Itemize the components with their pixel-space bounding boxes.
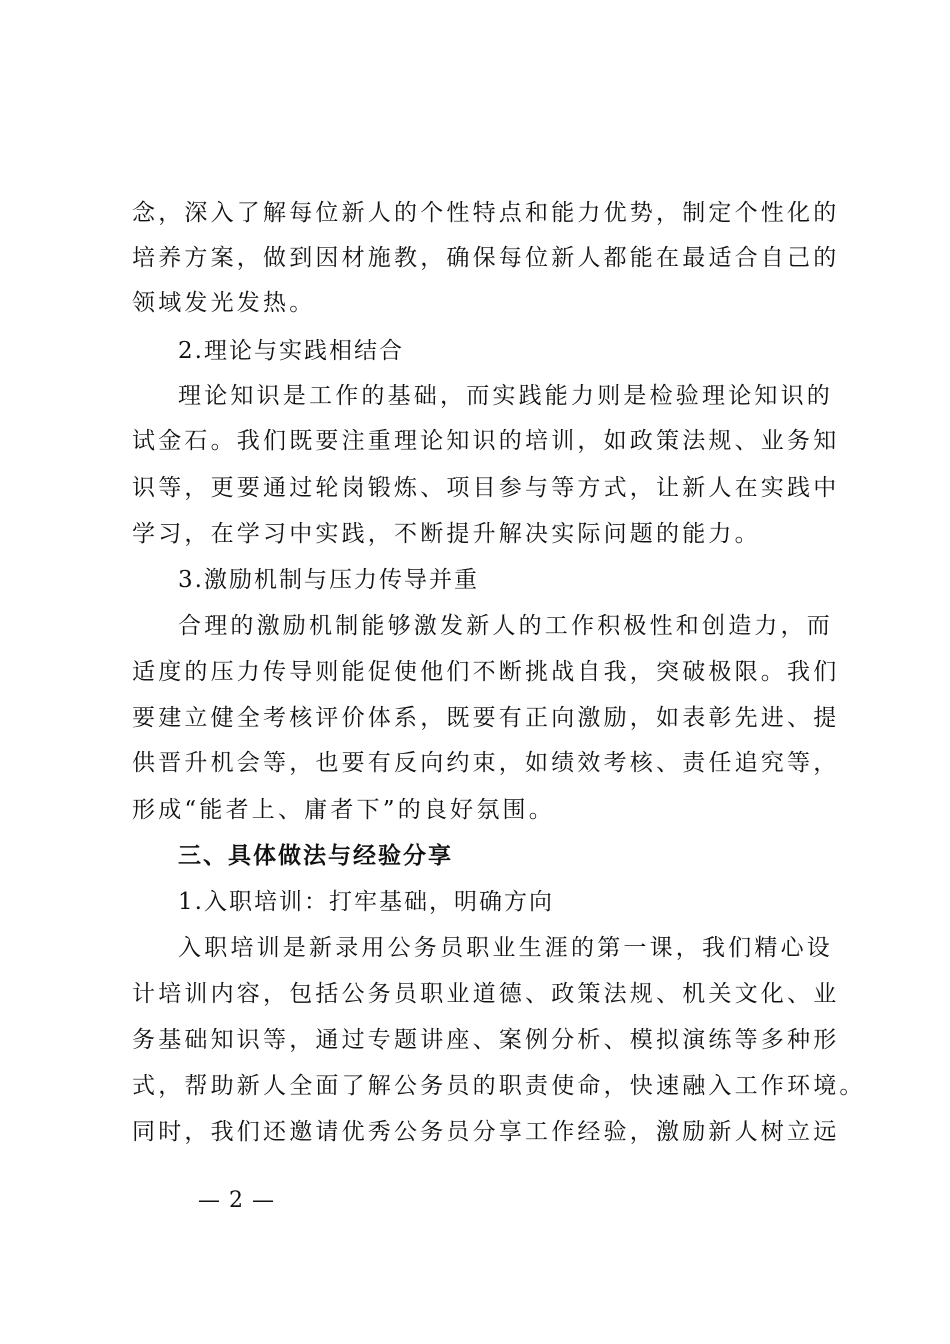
page-number: — 2 —	[198, 1188, 275, 1213]
body-text-line: 学习，在学习中实践，不断提升解决实际问题的能力。	[132, 521, 761, 547]
body-text-line: 同时，我们还邀请优秀公务员分享工作经验，激励新人树立远	[132, 1119, 840, 1145]
body-text-line: 务基础知识等，通过专题讲座、案例分析、模拟演练等多种形	[132, 1027, 840, 1053]
subheading-onboarding-training: 1.入职培训：打牢基础，明确方向	[178, 889, 554, 915]
subheading-theory-practice: 2.理论与实践相结合	[178, 338, 404, 364]
body-text-line: 形成“能者上、庸者下”的良好氛围。	[132, 797, 555, 823]
body-text-line: 式，帮助新人全面了解公务员的职责使命，快速融入工作环境。	[132, 1073, 866, 1099]
body-text-line: 要建立健全考核评价体系，既要有正向激励，如表彰先进、提	[132, 705, 840, 731]
body-text-line: 适度的压力传导则能促使他们不断挑战自我，突破极限。我们	[132, 659, 840, 685]
body-text-line: 理论知识是工作的基础，而实践能力则是检验理论知识的	[178, 383, 833, 409]
section-heading-practices: 三、具体做法与经验分享	[178, 842, 453, 869]
body-text-line: 计培训内容，包括公务员职业道德、政策法规、机关文化、业	[132, 981, 840, 1007]
body-text-line: 培养方案，做到因材施教，确保每位新人都能在最适合自己的	[132, 245, 840, 271]
body-text-line: 念，深入了解每位新人的个性特点和能力优势，制定个性化的	[132, 200, 840, 226]
subheading-incentive-pressure: 3.激励机制与压力传导并重	[178, 567, 479, 593]
body-text-line: 识等，更要通过轮岗锻炼、项目参与等方式，让新人在实践中	[132, 475, 840, 501]
body-text-line: 试金石。我们既要注重理论知识的培训，如政策法规、业务知	[132, 428, 840, 454]
body-text-line: 领域发光发热。	[132, 290, 316, 316]
body-text-line: 合理的激励机制能够激发新人的工作积极性和创造力，而	[178, 613, 833, 639]
body-text-line: 入职培训是新录用公务员职业生涯的第一课，我们精心设	[178, 935, 833, 961]
body-text-line: 供晋升机会等，也要有反向约束，如绩效考核、责任追究等，	[132, 750, 840, 776]
